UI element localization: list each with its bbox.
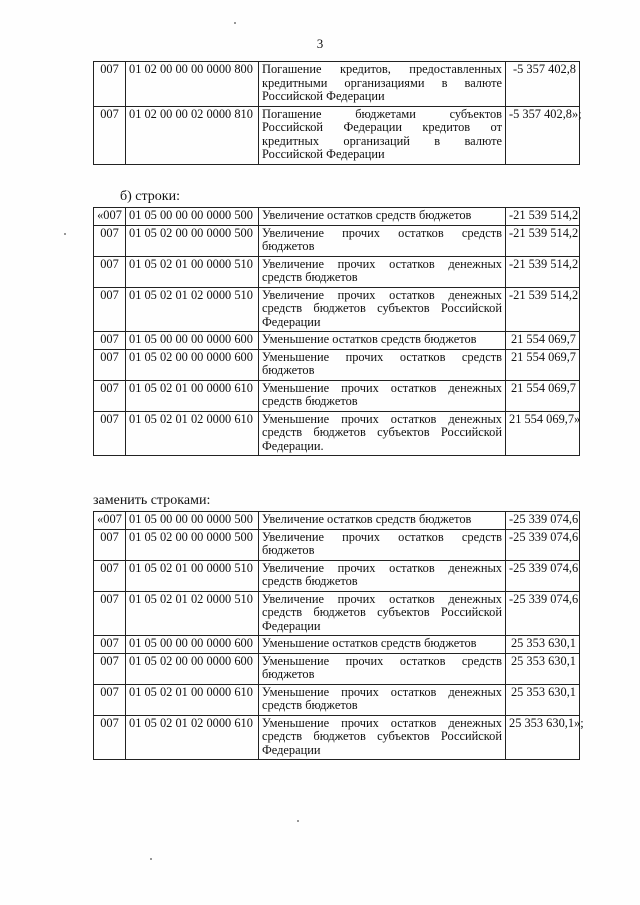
classification-code-cell: 01 05 00 00 00 0000 600 [126, 332, 259, 350]
admin-code-cell: 007 [94, 653, 126, 684]
amount-cell: -5 357 402,8 [506, 62, 580, 107]
table-row [94, 411, 580, 456]
replace-heading: заменить строками: [93, 493, 211, 508]
table-row [94, 225, 580, 256]
amount-cell: -25 339 074,6 [506, 529, 580, 560]
admin-code-cell: 007 [94, 256, 126, 287]
classification-code-cell: 01 05 02 01 02 0000 610 [126, 715, 259, 760]
classification-code-cell: 01 05 02 01 00 0000 510 [126, 256, 259, 287]
admin-code-cell: 007 [94, 591, 126, 636]
amount-cell: -25 339 074,6 [506, 560, 580, 591]
table-row [94, 62, 580, 107]
table-row [94, 684, 580, 715]
amount-cell: -25 339 074,6 [506, 591, 580, 636]
classification-code-cell: 01 05 00 00 00 0000 500 [126, 208, 259, 226]
classification-code-cell: 01 02 00 00 00 0000 800 [126, 62, 259, 107]
amount-cell: 21 554 069,7» [506, 411, 580, 456]
admin-code-cell: 007 [94, 715, 126, 760]
admin-code-cell: 007 [94, 560, 126, 591]
item-name-cell: Увеличение прочих остатков средств бюджетов [259, 529, 506, 560]
item-name-cell: Уменьшение прочих остатков денежных средств бюджетов [259, 380, 506, 411]
classification-code-cell: 01 05 02 01 02 0000 510 [126, 591, 259, 636]
scan-speck [234, 22, 236, 24]
budget-table-new-rows [93, 511, 584, 760]
amount-cell: 25 353 630,1 [506, 636, 580, 654]
budget-table-old-rows [93, 207, 580, 456]
item-name-cell: Увеличение прочих остатков денежных средств бюджетов субъектов Российской Федерации [259, 287, 506, 332]
item-name-cell: Увеличение остатков средств бюджетов [259, 208, 506, 226]
amount-cell: 25 353 630,1»; [506, 715, 580, 760]
amount-cell: 25 353 630,1 [506, 684, 580, 715]
item-name-cell: Уменьшение остатков средств бюджетов [259, 332, 506, 350]
admin-code-cell: 007 [94, 529, 126, 560]
admin-code-cell: 007 [94, 684, 126, 715]
classification-code-cell: 01 05 02 00 00 0000 500 [126, 529, 259, 560]
amount-cell: -25 339 074,6 [506, 512, 580, 530]
amount-cell: 25 353 630,1 [506, 653, 580, 684]
table-row [94, 715, 580, 760]
table-row [94, 512, 580, 530]
scan-speck [150, 858, 152, 860]
section-b-heading: б) строки: [120, 189, 180, 204]
classification-code-cell: 01 05 02 01 02 0000 510 [126, 287, 259, 332]
classification-code-cell: 01 05 02 00 00 0000 500 [126, 225, 259, 256]
admin-code-cell: 007 [94, 636, 126, 654]
page-number: 3 [316, 36, 324, 51]
classification-code-cell: 01 05 02 00 00 0000 600 [126, 349, 259, 380]
admin-code-cell: 007 [94, 411, 126, 456]
classification-code-cell: 01 05 02 00 00 0000 600 [126, 653, 259, 684]
classification-code-cell: 01 05 02 01 00 0000 610 [126, 684, 259, 715]
budget-table-top [93, 61, 580, 165]
admin-code-cell: 007 [94, 380, 126, 411]
item-name-cell: Уменьшение прочих остатков денежных средств бюджетов субъектов Российской Федерации. [259, 411, 506, 456]
item-name-cell: Погашение бюджетами субъектов Российской Федерации кредитов от кредитных организаций в валюте Российской Федерации [259, 106, 506, 164]
amount-cell: -21 539 514,2 [506, 256, 580, 287]
amount-cell: -21 539 514,2 [506, 287, 580, 332]
table-row [94, 332, 580, 350]
table-row [94, 653, 580, 684]
classification-code-cell: 01 02 00 00 02 0000 810 [126, 106, 259, 164]
item-name-cell: Погашение кредитов, предоставленных кредитными организациями в валюте Российской Федерации [259, 62, 506, 107]
item-name-cell: Увеличение остатков средств бюджетов [259, 512, 506, 530]
item-name-cell: Уменьшение прочих остатков денежных средств бюджетов [259, 684, 506, 715]
table-row [94, 208, 580, 226]
table-row [94, 256, 580, 287]
item-name-cell: Увеличение прочих остатков средств бюджетов [259, 225, 506, 256]
item-name-cell: Увеличение прочих остатков денежных средств бюджетов [259, 560, 506, 591]
table-row [94, 529, 580, 560]
classification-code-cell: 01 05 00 00 00 0000 600 [126, 636, 259, 654]
item-name-cell: Уменьшение прочих остатков средств бюджетов [259, 349, 506, 380]
table-row [94, 349, 580, 380]
amount-cell: -21 539 514,2 [506, 208, 580, 226]
item-name-cell: Уменьшение остатков средств бюджетов [259, 636, 506, 654]
admin-code-cell: «007 [94, 512, 126, 530]
table-row [94, 106, 580, 164]
classification-code-cell: 01 05 02 01 00 0000 610 [126, 380, 259, 411]
amount-cell: 21 554 069,7 [506, 332, 580, 350]
amount-cell: -21 539 514,2 [506, 225, 580, 256]
table-row [94, 591, 580, 636]
item-name-cell: Уменьшение прочих остатков денежных средств бюджетов субъектов Российской Федерации [259, 715, 506, 760]
admin-code-cell: «007 [94, 208, 126, 226]
classification-code-cell: 01 05 02 01 02 0000 610 [126, 411, 259, 456]
table-row [94, 380, 580, 411]
amount-cell: -5 357 402,8»; [506, 106, 580, 164]
amount-cell: 21 554 069,7 [506, 380, 580, 411]
table-row [94, 560, 580, 591]
table-row [94, 636, 580, 654]
scan-speck [297, 820, 299, 822]
admin-code-cell: 007 [94, 62, 126, 107]
admin-code-cell: 007 [94, 332, 126, 350]
admin-code-cell: 007 [94, 225, 126, 256]
scan-speck [64, 233, 66, 235]
item-name-cell: Увеличение прочих остатков денежных средств бюджетов [259, 256, 506, 287]
classification-code-cell: 01 05 02 01 00 0000 510 [126, 560, 259, 591]
admin-code-cell: 007 [94, 349, 126, 380]
table-row [94, 287, 580, 332]
admin-code-cell: 007 [94, 287, 126, 332]
admin-code-cell: 007 [94, 106, 126, 164]
item-name-cell: Увеличение прочих остатков денежных средств бюджетов субъектов Российской Федерации [259, 591, 506, 636]
amount-cell: 21 554 069,7 [506, 349, 580, 380]
item-name-cell: Уменьшение прочих остатков средств бюджетов [259, 653, 506, 684]
classification-code-cell: 01 05 00 00 00 0000 500 [126, 512, 259, 530]
